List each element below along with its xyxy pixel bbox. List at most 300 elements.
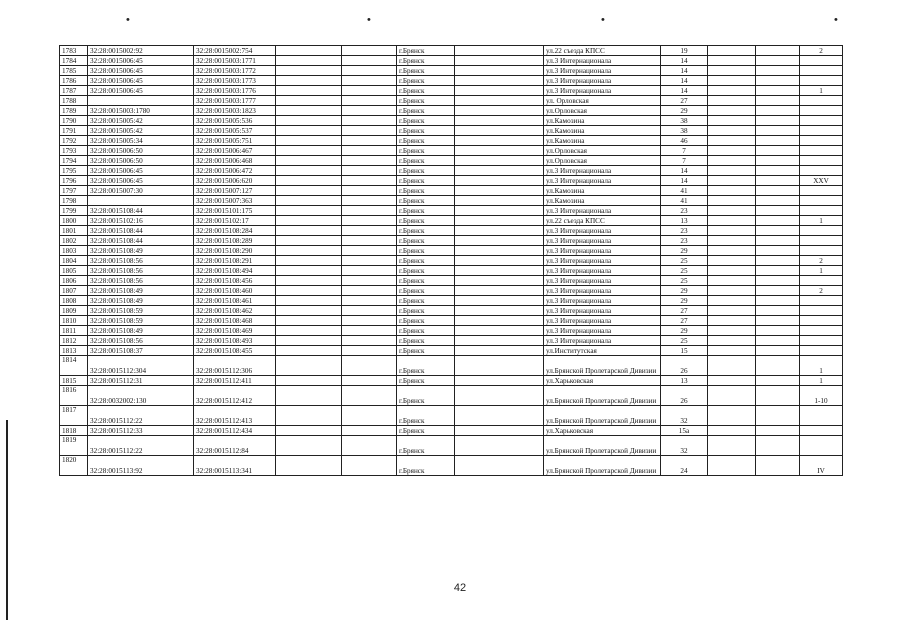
col-10 — [708, 346, 756, 356]
col-7 — [455, 236, 544, 246]
cadastral-number: 32:28:0015005:42 — [88, 126, 194, 136]
cadastral-number: 32:28:0015007:30 — [88, 186, 194, 196]
row-number: 1798 — [60, 196, 88, 206]
table-row — [60, 166, 843, 176]
table-row — [60, 176, 843, 186]
city: г.Брянск — [397, 266, 455, 276]
city: г.Брянск — [397, 86, 455, 96]
col-11 — [756, 386, 800, 406]
col-7 — [455, 206, 544, 216]
object-cadastral-number: 32:28:0015108:284 — [194, 226, 276, 236]
table-row — [60, 196, 843, 206]
apartment: 2 — [800, 286, 843, 296]
apartment — [800, 276, 843, 286]
object-cadastral-number: 32:28:0015108:455 — [194, 346, 276, 356]
col-7 — [455, 386, 544, 406]
col-10 — [708, 376, 756, 386]
col-4 — [276, 176, 342, 186]
object-cadastral-number: 32:28:0015108:494 — [194, 266, 276, 276]
col-5 — [342, 86, 397, 96]
street: ул.22 съезда КПСС — [544, 46, 661, 56]
row-number: 1786 — [60, 76, 88, 86]
table-row — [60, 46, 843, 56]
col-11 — [756, 336, 800, 346]
row-number: 1808 — [60, 296, 88, 306]
table-row — [60, 156, 843, 166]
col-5 — [342, 316, 397, 326]
col-4 — [276, 246, 342, 256]
house-number: 26 — [661, 356, 708, 376]
col-5 — [342, 66, 397, 76]
col-5 — [342, 236, 397, 246]
cadastral-number: 32:28:0015108:56 — [88, 256, 194, 266]
apartment: 2 — [800, 256, 843, 266]
col-4 — [276, 216, 342, 226]
street: ул.3 Интернационала — [544, 316, 661, 326]
street: ул.3 Интернационала — [544, 66, 661, 76]
street: ул.Брянской Пролетарской Дивизии — [544, 436, 661, 456]
col-7 — [455, 176, 544, 186]
table-row — [60, 136, 843, 146]
object-cadastral-number: 32:28:0015003:1777 — [194, 96, 276, 106]
street: ул.Брянской Пролетарской Дивизии — [544, 456, 661, 476]
apartment — [800, 96, 843, 106]
col-7 — [455, 266, 544, 276]
row-number: 1800 — [60, 216, 88, 226]
row-number: 1814 — [60, 356, 88, 376]
scan-mark: • — [834, 14, 838, 26]
col-7 — [455, 276, 544, 286]
object-cadastral-number: 32:28:0015112:412 — [194, 386, 276, 406]
col-4 — [276, 156, 342, 166]
cadastral-number: 32:28:0015006:45 — [88, 176, 194, 186]
house-number: 13 — [661, 376, 708, 386]
row-number: 1820 — [60, 456, 88, 476]
row-number: 1784 — [60, 56, 88, 66]
col-10 — [708, 56, 756, 66]
street: ул.Брянской Пролетарской Дивизии — [544, 386, 661, 406]
house-number: 14 — [661, 176, 708, 186]
apartment — [800, 56, 843, 66]
col-7 — [455, 96, 544, 106]
object-cadastral-number: 32:28:0015101:175 — [194, 206, 276, 216]
col-4 — [276, 336, 342, 346]
object-cadastral-number: 32:28:0015006:468 — [194, 156, 276, 166]
table-row — [60, 346, 843, 356]
table-row — [60, 296, 843, 306]
col-10 — [708, 386, 756, 406]
row-number: 1819 — [60, 436, 88, 456]
cadastral-number: 32:28:0015108:49 — [88, 286, 194, 296]
house-number: 25 — [661, 266, 708, 276]
apartment — [800, 136, 843, 146]
scan-mark: • — [367, 14, 371, 26]
table-row — [60, 376, 843, 386]
col-11 — [756, 256, 800, 266]
col-7 — [455, 196, 544, 206]
city: г.Брянск — [397, 116, 455, 126]
col-7 — [455, 376, 544, 386]
house-number: 14 — [661, 56, 708, 66]
table-row — [60, 86, 843, 96]
cadastral-number: 32:28:0015112:33 — [88, 426, 194, 436]
col-11 — [756, 176, 800, 186]
row-number: 1802 — [60, 236, 88, 246]
street: ул. Орловская — [544, 96, 661, 106]
row-number: 1788 — [60, 96, 88, 106]
col-11 — [756, 356, 800, 376]
house-number: 26 — [661, 386, 708, 406]
city: г.Брянск — [397, 316, 455, 326]
col-10 — [708, 106, 756, 116]
row-number: 1783 — [60, 46, 88, 56]
street: ул.3 Интернационала — [544, 226, 661, 236]
row-number: 1815 — [60, 376, 88, 386]
city: г.Брянск — [397, 296, 455, 306]
cadastral-number: 32:28:0015108:56 — [88, 266, 194, 276]
street: ул.Харьковская — [544, 426, 661, 436]
col-4 — [276, 406, 342, 426]
col-10 — [708, 226, 756, 236]
street: ул.Институтская — [544, 346, 661, 356]
house-number: 29 — [661, 296, 708, 306]
street: ул.22 съезда КПСС — [544, 216, 661, 226]
row-number: 1818 — [60, 426, 88, 436]
object-cadastral-number: 32:28:0015006:467 — [194, 146, 276, 156]
col-10 — [708, 316, 756, 326]
row-number: 1801 — [60, 226, 88, 236]
object-cadastral-number: 32:28:0015108:462 — [194, 306, 276, 316]
street: ул.3 Интернационала — [544, 206, 661, 216]
col-10 — [708, 66, 756, 76]
object-cadastral-number: 32:28:0015102:17 — [194, 216, 276, 226]
col-7 — [455, 326, 544, 336]
col-7 — [455, 136, 544, 146]
city: г.Брянск — [397, 236, 455, 246]
street: ул.3 Интернационала — [544, 276, 661, 286]
col-5 — [342, 156, 397, 166]
col-10 — [708, 146, 756, 156]
col-7 — [455, 76, 544, 86]
street: ул.3 Интернационала — [544, 236, 661, 246]
col-11 — [756, 106, 800, 116]
col-10 — [708, 176, 756, 186]
city: г.Брянск — [397, 256, 455, 266]
col-4 — [276, 316, 342, 326]
cadastral-number: 32:28:0015112:31 — [88, 376, 194, 386]
col-7 — [455, 156, 544, 166]
col-11 — [756, 186, 800, 196]
object-cadastral-number: 32:28:0015112:306 — [194, 356, 276, 376]
table-row — [60, 436, 843, 456]
col-10 — [708, 136, 756, 146]
col-5 — [342, 226, 397, 236]
col-10 — [708, 116, 756, 126]
register-table — [59, 45, 843, 476]
col-7 — [455, 346, 544, 356]
cadastral-number: 32:28:0015108:49 — [88, 326, 194, 336]
object-cadastral-number: 32:28:0015003:1771 — [194, 56, 276, 66]
col-7 — [455, 146, 544, 156]
street: ул.3 Интернационала — [544, 326, 661, 336]
col-7 — [455, 436, 544, 456]
col-7 — [455, 316, 544, 326]
apartment — [800, 146, 843, 156]
cadastral-number: 32:28:0015112:304 — [88, 356, 194, 376]
table-row — [60, 316, 843, 326]
row-number: 1816 — [60, 386, 88, 406]
city: г.Брянск — [397, 286, 455, 296]
cadastral-number: 32:28:0015108:44 — [88, 226, 194, 236]
col-10 — [708, 436, 756, 456]
city: г.Брянск — [397, 96, 455, 106]
row-number: 1810 — [60, 316, 88, 326]
object-cadastral-number: 32:28:0015112:413 — [194, 406, 276, 426]
col-11 — [756, 56, 800, 66]
object-cadastral-number: 32:28:0015108:461 — [194, 296, 276, 306]
city: г.Брянск — [397, 66, 455, 76]
col-11 — [756, 206, 800, 216]
apartment — [800, 236, 843, 246]
col-7 — [455, 186, 544, 196]
city: г.Брянск — [397, 226, 455, 236]
col-5 — [342, 286, 397, 296]
house-number: 14 — [661, 86, 708, 96]
col-10 — [708, 216, 756, 226]
house-number: 24 — [661, 456, 708, 476]
city: г.Брянск — [397, 156, 455, 166]
row-number: 1812 — [60, 336, 88, 346]
col-7 — [455, 86, 544, 96]
street: ул.Камозина — [544, 186, 661, 196]
page-number: 42 — [453, 582, 467, 594]
house-number: 27 — [661, 96, 708, 106]
col-7 — [455, 216, 544, 226]
col-11 — [756, 166, 800, 176]
col-5 — [342, 56, 397, 66]
table-row — [60, 236, 843, 246]
object-cadastral-number: 32:28:0015007:363 — [194, 196, 276, 206]
city: г.Брянск — [397, 56, 455, 66]
row-number: 1794 — [60, 156, 88, 166]
street: ул.Брянской Пролетарской Дивизии — [544, 356, 661, 376]
object-cadastral-number: 32:28:0015108:468 — [194, 316, 276, 326]
cadastral-number: 32:28:0015108:59 — [88, 316, 194, 326]
city: г.Брянск — [397, 406, 455, 426]
col-5 — [342, 106, 397, 116]
street: ул.3 Интернационала — [544, 256, 661, 266]
cadastral-number: 32:28:0015003:1780 — [88, 106, 194, 116]
apartment — [800, 116, 843, 126]
col-10 — [708, 286, 756, 296]
apartment: 1-10 — [800, 386, 843, 406]
col-11 — [756, 46, 800, 56]
col-11 — [756, 316, 800, 326]
col-7 — [455, 456, 544, 476]
col-5 — [342, 426, 397, 436]
col-5 — [342, 336, 397, 346]
col-4 — [276, 226, 342, 236]
col-7 — [455, 286, 544, 296]
table-row — [60, 276, 843, 286]
cadastral-number: 32:28:0015108:44 — [88, 236, 194, 246]
house-number: 14 — [661, 166, 708, 176]
col-7 — [455, 66, 544, 76]
col-4 — [276, 256, 342, 266]
table-row — [60, 456, 843, 476]
object-cadastral-number: 32:28:0015112:411 — [194, 376, 276, 386]
col-4 — [276, 126, 342, 136]
street: ул.3 Интернационала — [544, 56, 661, 66]
col-10 — [708, 196, 756, 206]
house-number: 13 — [661, 216, 708, 226]
apartment — [800, 306, 843, 316]
apartment — [800, 406, 843, 426]
table-row — [60, 246, 843, 256]
apartment — [800, 156, 843, 166]
apartment — [800, 126, 843, 136]
row-number: 1796 — [60, 176, 88, 186]
col-11 — [756, 406, 800, 426]
apartment: 1 — [800, 356, 843, 376]
city: г.Брянск — [397, 246, 455, 256]
col-4 — [276, 66, 342, 76]
apartment — [800, 316, 843, 326]
col-5 — [342, 146, 397, 156]
col-5 — [342, 306, 397, 316]
cadastral-number: 32:28:0015002:92 — [88, 46, 194, 56]
col-4 — [276, 146, 342, 156]
cadastral-number — [88, 196, 194, 206]
row-number: 1811 — [60, 326, 88, 336]
house-number: 15а — [661, 426, 708, 436]
table-row — [60, 306, 843, 316]
street: ул.Орловская — [544, 106, 661, 116]
city: г.Брянск — [397, 376, 455, 386]
house-number: 23 — [661, 226, 708, 236]
col-4 — [276, 206, 342, 216]
col-5 — [342, 436, 397, 456]
col-7 — [455, 46, 544, 56]
col-11 — [756, 346, 800, 356]
col-11 — [756, 436, 800, 456]
col-11 — [756, 426, 800, 436]
city: г.Брянск — [397, 166, 455, 176]
object-cadastral-number: 32:28:0015003:1772 — [194, 66, 276, 76]
col-11 — [756, 286, 800, 296]
city: г.Брянск — [397, 106, 455, 116]
city: г.Брянск — [397, 436, 455, 456]
col-11 — [756, 126, 800, 136]
street: ул.Брянской Пролетарской Дивизии — [544, 406, 661, 426]
col-7 — [455, 56, 544, 66]
col-11 — [756, 376, 800, 386]
city: г.Брянск — [397, 346, 455, 356]
cadastral-number — [88, 96, 194, 106]
col-4 — [276, 46, 342, 56]
city: г.Брянск — [397, 76, 455, 86]
table-row — [60, 266, 843, 276]
table-row — [60, 146, 843, 156]
col-7 — [455, 106, 544, 116]
city: г.Брянск — [397, 326, 455, 336]
apartment: 1 — [800, 86, 843, 96]
object-cadastral-number: 32:28:0015006:472 — [194, 166, 276, 176]
col-11 — [756, 196, 800, 206]
row-number: 1795 — [60, 166, 88, 176]
col-4 — [276, 286, 342, 296]
col-7 — [455, 256, 544, 266]
house-number: 14 — [661, 76, 708, 86]
scan-edge — [6, 420, 8, 620]
col-10 — [708, 166, 756, 176]
cadastral-number: 32:28:0015108:49 — [88, 246, 194, 256]
col-4 — [276, 96, 342, 106]
col-11 — [756, 216, 800, 226]
house-number: 19 — [661, 46, 708, 56]
col-4 — [276, 426, 342, 436]
col-5 — [342, 246, 397, 256]
table-row — [60, 286, 843, 296]
col-7 — [455, 246, 544, 256]
object-cadastral-number: 32:28:0015003:1773 — [194, 76, 276, 86]
city: г.Брянск — [397, 176, 455, 186]
cadastral-number: 32:28:0032002:130 — [88, 386, 194, 406]
row-number: 1789 — [60, 106, 88, 116]
city: г.Брянск — [397, 336, 455, 346]
apartment — [800, 206, 843, 216]
street: ул.Камозина — [544, 126, 661, 136]
col-5 — [342, 186, 397, 196]
col-7 — [455, 166, 544, 176]
table-row — [60, 256, 843, 266]
row-number: 1791 — [60, 126, 88, 136]
table-row — [60, 96, 843, 106]
street: ул.3 Интернационала — [544, 286, 661, 296]
col-4 — [276, 386, 342, 406]
cadastral-number: 32:28:0015108:49 — [88, 296, 194, 306]
house-number: 25 — [661, 336, 708, 346]
col-11 — [756, 276, 800, 286]
row-number: 1797 — [60, 186, 88, 196]
table-row — [60, 336, 843, 346]
col-4 — [276, 196, 342, 206]
row-number: 1817 — [60, 406, 88, 426]
object-cadastral-number: 32:28:0015112:84 — [194, 436, 276, 456]
col-7 — [455, 426, 544, 436]
col-11 — [756, 116, 800, 126]
row-number: 1806 — [60, 276, 88, 286]
object-cadastral-number: 32:28:0015003:1776 — [194, 86, 276, 96]
apartment — [800, 226, 843, 236]
col-11 — [756, 226, 800, 236]
col-4 — [276, 346, 342, 356]
col-5 — [342, 166, 397, 176]
house-number: 29 — [661, 326, 708, 336]
row-number: 1805 — [60, 266, 88, 276]
table-row — [60, 76, 843, 86]
col-4 — [276, 276, 342, 286]
col-5 — [342, 176, 397, 186]
col-4 — [276, 186, 342, 196]
col-5 — [342, 456, 397, 476]
col-11 — [756, 456, 800, 476]
col-5 — [342, 196, 397, 206]
apartment: 1 — [800, 376, 843, 386]
col-5 — [342, 376, 397, 386]
col-11 — [756, 306, 800, 316]
col-11 — [756, 86, 800, 96]
